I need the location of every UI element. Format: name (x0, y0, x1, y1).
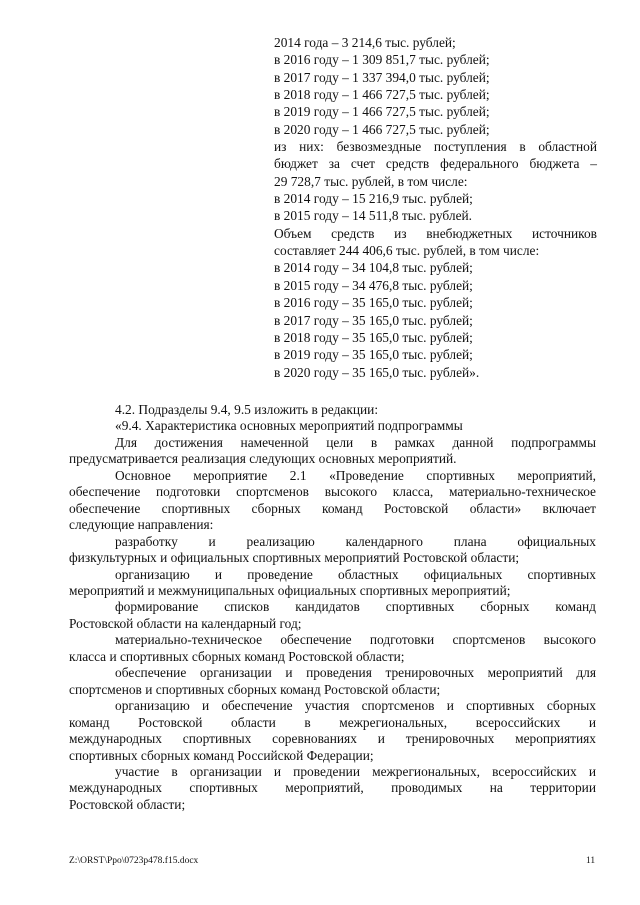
text-line: формирование списков кандидатов спортивных сборных команд (115, 599, 596, 615)
text-line: предусматривается реализация следующих основных мероприятий. (69, 451, 457, 467)
financing-line: в 2014 году – 34 104,8 тыс. рублей; (274, 260, 473, 276)
footer-file-path: Z:\ORST\Ppo\0723p478.f15.docx (69, 856, 199, 866)
financing-line: в 2017 году – 1 337 394,0 тыс. рублей; (274, 69, 490, 85)
paragraph (69, 435, 596, 468)
financing-line: в 2018 году – 1 466 727,5 тыс. рублей; (274, 87, 490, 103)
text-line: обеспечение подготовки спортсменов высокого класса, материально-техническое (69, 484, 596, 500)
financing-line: из них: безвозмездные поступления в областной (274, 139, 597, 155)
text-line: спортсменов и спортивных сборных команд Ростовской области; (69, 681, 441, 697)
text-line: «9.4. Характеристика основных мероприятий подпрограммы (115, 418, 463, 434)
financing-line: 2014 года – 3 214,6 тыс. рублей; (274, 35, 456, 50)
list-item (69, 698, 596, 764)
text-line: класса и спортивных сборных команд Ростовской области; (69, 648, 405, 664)
list-item (69, 764, 596, 813)
text-line: разработку и реализацию календарного плана официальных (115, 533, 596, 549)
page-number: 11 (586, 856, 596, 866)
text-line: обеспечение спортивных сборных команд Ростовской области» включает (69, 500, 596, 516)
text-line: 4.2. Подразделы 9.4, 9.5 изложить в редакции: (115, 402, 379, 417)
financing-line: в 2018 году – 35 165,0 тыс. рублей; (274, 329, 473, 345)
financing-line: в 2020 году – 1 466 727,5 тыс. рублей; (274, 121, 490, 137)
text-line: команд Ростовской области в межрегиональных, всероссийских и (69, 714, 596, 730)
financing-line: составляет 244 406,6 тыс. рублей, в том числе: (274, 243, 540, 259)
list-item (69, 665, 596, 698)
list-item (69, 534, 596, 567)
financing-line: в 2020 году – 35 165,0 тыс. рублей». (274, 364, 480, 380)
text-line: материально-техническое обеспечение подготовки спортсменов высокого (115, 632, 596, 648)
financing-line: Объем средств из внебюджетных источников (274, 225, 597, 241)
text-line: обеспечение организации и проведения тренировочных мероприятий для (115, 665, 596, 681)
text-line: организацию и проведение областных официальных спортивных (115, 566, 596, 582)
text-line: участие в организации и проведении межрегиональных, всероссийских и (115, 763, 596, 779)
financing-line: бюджет за счет средств федерального бюджета – (274, 156, 597, 172)
paragraph (69, 468, 596, 534)
financing-line: 29 728,7 тыс. рублей, в том числе: (274, 173, 468, 189)
financing-line: в 2019 году – 1 466 727,5 тыс. рублей; (274, 104, 490, 120)
text-line: физкультурных и официальных спортивных мероприятий Ростовской области; (69, 550, 520, 566)
text-line: Ростовской области на календарный год; (69, 615, 302, 631)
financing-line: в 2017 году – 35 165,0 тыс. рублей; (274, 312, 473, 328)
financing-line: в 2016 году – 1 309 851,7 тыс. рублей; (274, 52, 490, 68)
text-line: Основное мероприятие 2.1 «Проведение спортивных мероприятий, (115, 467, 596, 483)
financing-line: в 2015 году – 14 511,8 тыс. рублей. (274, 208, 473, 224)
text-line: международных спортивных соревнованиях и тренировочных мероприятиях (69, 731, 596, 747)
financing-line: в 2019 году – 35 165,0 тыс. рублей; (274, 347, 473, 363)
list-item (69, 632, 596, 665)
text-line: следующие направления: (69, 517, 214, 533)
paragraph-amendment (69, 402, 596, 418)
financing-line: в 2016 году – 35 165,0 тыс. рублей; (274, 295, 473, 311)
text-line: мероприятий и межмуниципальных официальных спортивных мероприятий; (69, 582, 511, 598)
financing-line: в 2014 году – 15 216,9 тыс. рублей; (274, 191, 473, 207)
text-line: Для достижения намеченной цели в рамках данной подпрограммы (115, 434, 596, 450)
text-line: Ростовской области; (69, 796, 186, 812)
text-line: организацию и обеспечение участия спортсменов и спортивных сборных (115, 698, 596, 714)
financing-block (274, 34, 597, 381)
financing-line: в 2015 году – 34 476,8 тыс. рублей; (274, 277, 473, 293)
list-item (69, 599, 596, 632)
list-item (69, 567, 596, 600)
text-line: международных спортивных мероприятий, проводимых на территории (69, 780, 596, 796)
section-heading (69, 418, 596, 434)
text-line: спортивных сборных команд Российской Федерации; (69, 747, 374, 763)
body-text (69, 402, 596, 813)
